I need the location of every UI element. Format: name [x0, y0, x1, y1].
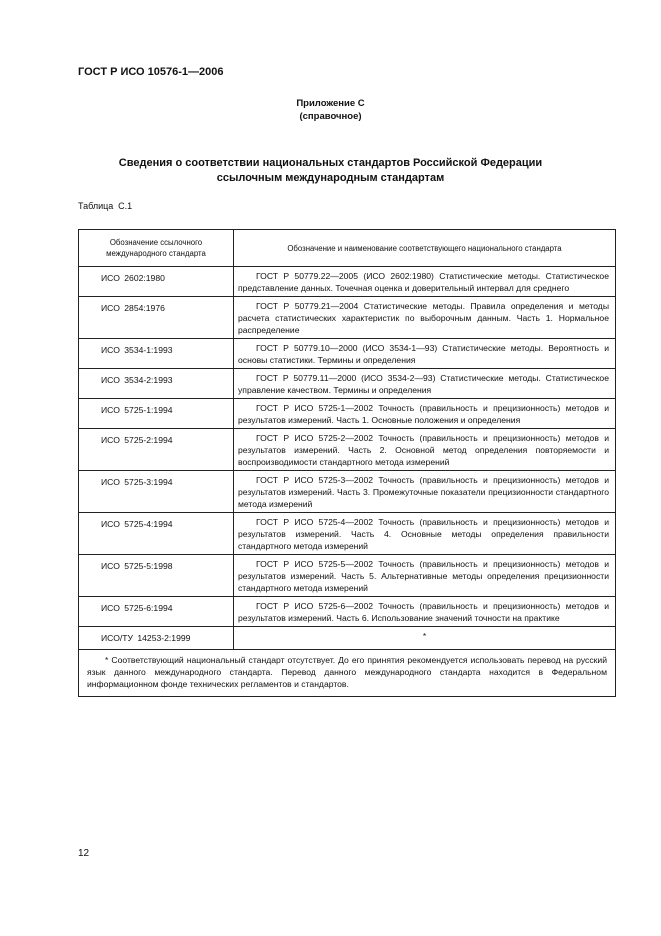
table-row	[79, 297, 616, 339]
national-standard-cell: ГОСТ Р 50779.11—2000 (ИСО 3534-2—93) Статистические методы. Статистическое управление качеством. Термины и определения	[234, 369, 616, 399]
table-footnote: * Соответствующий национальный стандарт отсутствует. До его принятия рекомендуется использовать перевод на русский язык данного международного стандарта. Перевод данного международного стандарта находится в Федеральном информационном фонде технических регламентов и стандартов.	[79, 650, 616, 697]
national-standard-cell: ГОСТ Р ИСО 5725-1—2002 Точность (правильность и прецизионность) методов и результатов измерений. Часть 1. Основные положения и определения	[234, 399, 616, 429]
header-national-standard: Обозначение и наименование соответствующего национального стандарта	[234, 230, 616, 267]
table-row	[79, 399, 616, 429]
table-row	[79, 471, 616, 513]
international-code-cell: ИСО 5725-2:1994	[79, 429, 234, 471]
international-code-cell: ИСО 2854:1976	[79, 297, 234, 339]
national-standard-cell: ГОСТ Р 50779.21—2004 Статистические методы. Правила определения и методы расчета статистических характеристик по выборочным данным. Часть 1. Нормальное распределение	[234, 297, 616, 339]
national-standard-cell: ГОСТ Р ИСО 5725-2—2002 Точность (правильность и прецизионность) методов и результатов измерений. Часть 2. Основной метод определения повторяемости и воспроизводимости стандартного метода измерений	[234, 429, 616, 471]
national-standard-cell: ГОСТ Р 50779.10—2000 (ИСО 3534-1—93) Статистические методы. Вероятность и основы статистики. Термины и определения	[234, 339, 616, 369]
table-row	[79, 339, 616, 369]
national-standard-cell: ГОСТ Р ИСО 5725-3—2002 Точность (правильность и прецизионность) методов и результатов измерений. Часть 3. Промежуточные показатели прецизионности стандартного метода измерений	[234, 471, 616, 513]
page-number: 12	[78, 848, 90, 859]
table-row	[79, 555, 616, 597]
appendix-subtitle: (справочное)	[299, 111, 362, 122]
table-label-word: Таблица	[78, 201, 114, 211]
table-header-row	[79, 230, 616, 267]
international-code-cell: ИСО 2602:1980	[79, 267, 234, 297]
national-standard-cell: ГОСТ Р ИСО 5725-5—2002 Точность (правильность и прецизионность) методов и результатов измерений. Часть 5. Альтернативные методы определения прецизионности стандартного метода измерений	[234, 555, 616, 597]
table-row	[79, 597, 616, 627]
table-row	[79, 627, 616, 650]
table-row	[79, 513, 616, 555]
correspondence-table	[78, 229, 616, 697]
international-code-cell: ИСО 3534-2:1993	[79, 369, 234, 399]
international-code-cell: ИСО 3534-1:1993	[79, 339, 234, 369]
national-standard-cell: *	[234, 627, 616, 650]
header-international-standard: Обозначение ссылочного международного стандарта	[79, 230, 234, 267]
appendix-heading	[0, 97, 661, 123]
international-code-cell: ИСО 5725-4:1994	[79, 513, 234, 555]
table-row	[79, 369, 616, 399]
document-header: ГОСТ Р ИСО 10576-1—2006	[78, 66, 224, 78]
appendix-title: Приложение С	[296, 98, 365, 109]
section-title: Сведения о соответствии национальных стандартов Российской Федерации ссылочным международным стандартам	[118, 157, 543, 184]
international-code-cell: ИСО 5725-3:1994	[79, 471, 234, 513]
international-code-cell: ИСО 5725-5:1998	[79, 555, 234, 597]
international-code-cell: ИСО/ТУ 14253-2:1999	[79, 627, 234, 650]
footnote-row	[79, 650, 616, 697]
national-standard-cell: ГОСТ Р ИСО 5725-6—2002 Точность (правильность и прецизионность) методов и результатов измерений. Часть 6. Использование значений точности на практике	[234, 597, 616, 627]
table-label	[78, 201, 132, 211]
table-row	[79, 429, 616, 471]
table-label-number: С.1	[118, 201, 133, 211]
international-code-cell: ИСО 5725-1:1994	[79, 399, 234, 429]
table-row	[79, 267, 616, 297]
international-code-cell: ИСО 5725-6:1994	[79, 597, 234, 627]
national-standard-cell: ГОСТ Р 50779.22—2005 (ИСО 2602:1980) Статистические методы. Статистическое представление данных. Точечная оценка и доверительный интервал для среднего	[234, 267, 616, 297]
national-standard-cell: ГОСТ Р ИСО 5725-4—2002 Точность (правильность и прецизионность) методов и результатов измерений. Часть 4. Основные методы определения правильности стандартного метода измерений	[234, 513, 616, 555]
